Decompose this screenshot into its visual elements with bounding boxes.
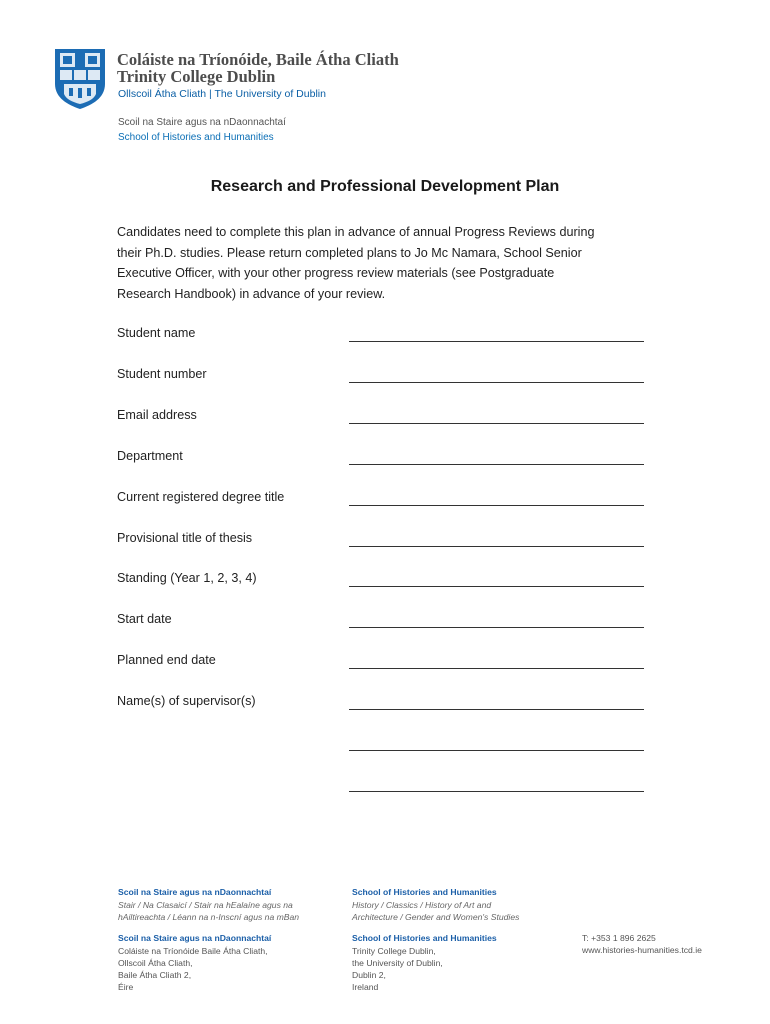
footer-phone: T: +353 1 896 2625 [582, 933, 656, 943]
footer-website-link[interactable]: www.histories-humanities.tcd.ie [582, 945, 702, 955]
field-line-department[interactable] [349, 464, 644, 465]
footer-col1-heading: Scoil na Staire agus na nDaonnachtaí [118, 887, 272, 897]
footer-col1-address-line: Éire [118, 982, 134, 992]
field-label-degree-title: Current registered degree title [117, 490, 285, 504]
footer-col1-line: hAiltireachta / Léann na n-Inscní agus na mBan [118, 912, 300, 922]
footer-col1-address-line: Baile Átha Cliath 2, [118, 970, 192, 980]
field-line-student-name[interactable] [349, 341, 644, 342]
college-name-english: Trinity College Dublin [117, 67, 276, 86]
footer-col2-address-line: the University of Dublin, [352, 958, 443, 968]
footer-col1-heading2: Scoil na Staire agus na nDaonnachtaí [118, 933, 272, 943]
field-label-email-address: Email address [117, 408, 197, 422]
college-name-irish: Coláiste na Tríonóide, Baile Átha Cliath [117, 50, 399, 69]
tcd-crest-logo [54, 48, 106, 110]
field-label-standing: Standing (Year 1, 2, 3, 4) [117, 571, 257, 585]
field-line-start-date[interactable] [349, 627, 644, 628]
footer-col2-heading2: School of Histories and Humanities [352, 933, 497, 943]
intro-line: Research Handbook) in advance of your review. [117, 286, 386, 301]
intro-line: Executive Officer, with your other progress review materials (see Postgraduate [117, 266, 555, 281]
intro-line: Candidates need to complete this plan in advance of annual Progress Reviews during [117, 225, 595, 239]
document-title: Research and Professional Development Plan [210, 178, 560, 195]
field-line-supervisor-3[interactable] [349, 791, 644, 792]
field-line-student-number[interactable] [349, 382, 644, 383]
field-line-email-address[interactable] [349, 423, 644, 424]
field-line-thesis-title[interactable] [349, 546, 644, 547]
field-label-supervisors: Name(s) of supervisor(s) [117, 694, 256, 708]
footer-col2-address-line: Dublin 2, [352, 970, 386, 980]
field-line-standing[interactable] [349, 586, 644, 587]
footer-col2-line: History / Classics / History of Art and [352, 900, 492, 910]
footer-col2-heading: School of Histories and Humanities [352, 887, 497, 897]
school-name-irish: Scoil na Staire agus na nDaonnachtaí [118, 117, 286, 128]
intro-line: their Ph.D. studies. Please return completed plans to Jo Mc Namara, School Senior [117, 245, 582, 260]
crest-icon [54, 48, 106, 110]
field-line-planned-end-date[interactable] [349, 668, 644, 669]
footer-col2-address-line: Ireland [352, 982, 379, 992]
footer-col1-line: Stair / Na Clasaicí / Stair na hEalaíne agus na [118, 900, 293, 910]
footer-col2-line: Architecture / Gender and Women's Studies [352, 912, 520, 922]
university-line: Ollscoil Átha Cliath | The University of Dublin [118, 88, 326, 100]
field-label-start-date: Start date [117, 612, 172, 626]
field-label-student-number: Student number [117, 367, 207, 381]
footer-col1-address-line: Ollscoil Átha Cliath, [118, 958, 193, 968]
intro-paragraph [117, 222, 662, 304]
footer-col1-address-line: Coláiste na Tríonóide Baile Átha Cliath, [118, 946, 268, 956]
field-label-thesis-title: Provisional title of thesis [117, 531, 253, 545]
field-label-planned-end-date: Planned end date [117, 653, 216, 667]
school-name-english: School of Histories and Humanities [118, 132, 274, 143]
field-line-supervisor-1[interactable] [349, 709, 644, 710]
footer-col2-address-line: Trinity College Dublin, [352, 946, 436, 956]
field-line-degree-title[interactable] [349, 505, 644, 506]
field-label-student-name: Student name [117, 326, 196, 340]
field-line-supervisor-2[interactable] [349, 750, 644, 751]
field-label-department: Department [117, 449, 183, 463]
